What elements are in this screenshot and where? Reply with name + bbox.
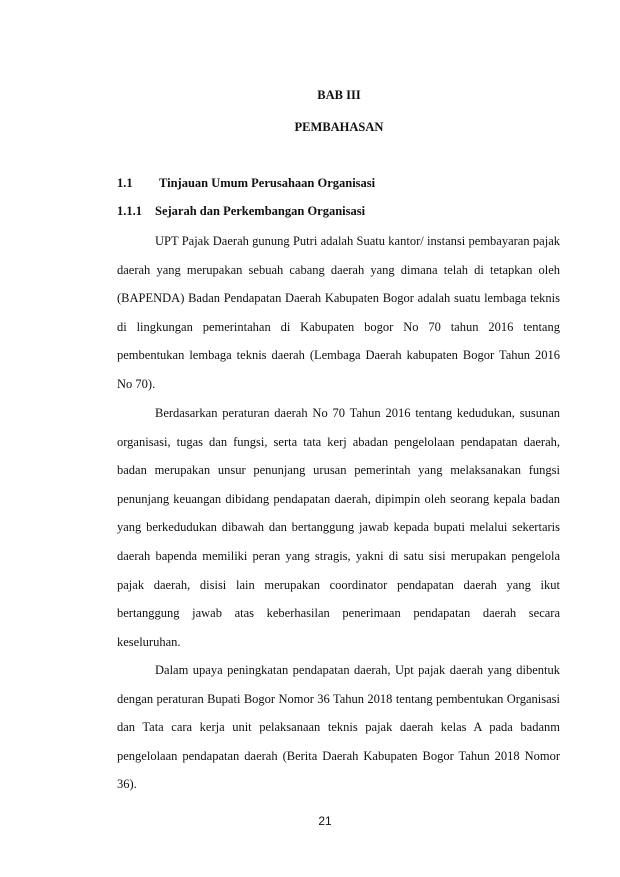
section-title: Tinjauan Umum Perusahaan Organisasi (159, 176, 376, 190)
section-heading-1-1-1 (117, 204, 365, 219)
section-heading-1-1 (117, 176, 375, 191)
chapter-heading: BAB III (317, 88, 361, 102)
body-paragraph-3: Dalam upaya peningkatan pendapatan daerah, Upt pajak daerah yang dibentuk dengan peraturan Bupati Bogor Nomor 36 Tahun 2018 tentang pembentukan Organisasi dan Tata cara kerja unit pelaksanaan teknis pajak daerah kelas A pada badanm pengelolaan pendapatan daerah (Berita Daerah Kabupaten Bogor Tahun 2018 Nomor 36). (117, 663, 560, 792)
section-title: Sejarah dan Perkembangan Organisasi (155, 204, 366, 218)
section-number: 1.1.1 (117, 204, 142, 218)
page-number: 21 (318, 814, 332, 828)
chapter-title: PEMBAHASAN (294, 120, 384, 134)
section-number: 1.1 (117, 176, 133, 190)
body-paragraph-2: Berdasarkan peraturan daerah No 70 Tahun 2016 tentang kedudukan, susunan organisasi, tugas dan fungsi, serta tata kerj abadan pengelolaan pendapatan daerah, badan merupakan unsur penunjang urusan pemerintah yang melaksanakan fungsi penunjang keuangan dibidang pendapatan daerah, dipimpin oleh seorang kepala badan yang berkedudukan dibawah dan bertanggung jawab kepada bupati melalui sekertaris daerah bapenda memiliki peran yang stragis, yakni di satu sisi merupakan pengelola pajak daerah, disisi lain merupakan coordinator pendapatan daerah yang ikut bertanggung jawab atas keberhasilan penerimaan pendapatan daerah secara keseluruhan. (117, 406, 560, 649)
body-paragraph-1: UPT Pajak Daerah gunung Putri adalah Suatu kantor/ instansi pembayaran pajak daerah yang merupakan sebuah cabang daerah yang dimana telah di tetapkan oleh (BAPENDA) Badan Pendapatan Daerah Kabupaten Bogor adalah suatu lembaga teknis di lingkungan pemerintahan di Kabupaten bogor No 70 tahun 2016 tentang pembentukan lembaga teknis daerah (Lembaga Daerah kabupaten Bogor Tahun 2016 No 70). (117, 234, 560, 391)
